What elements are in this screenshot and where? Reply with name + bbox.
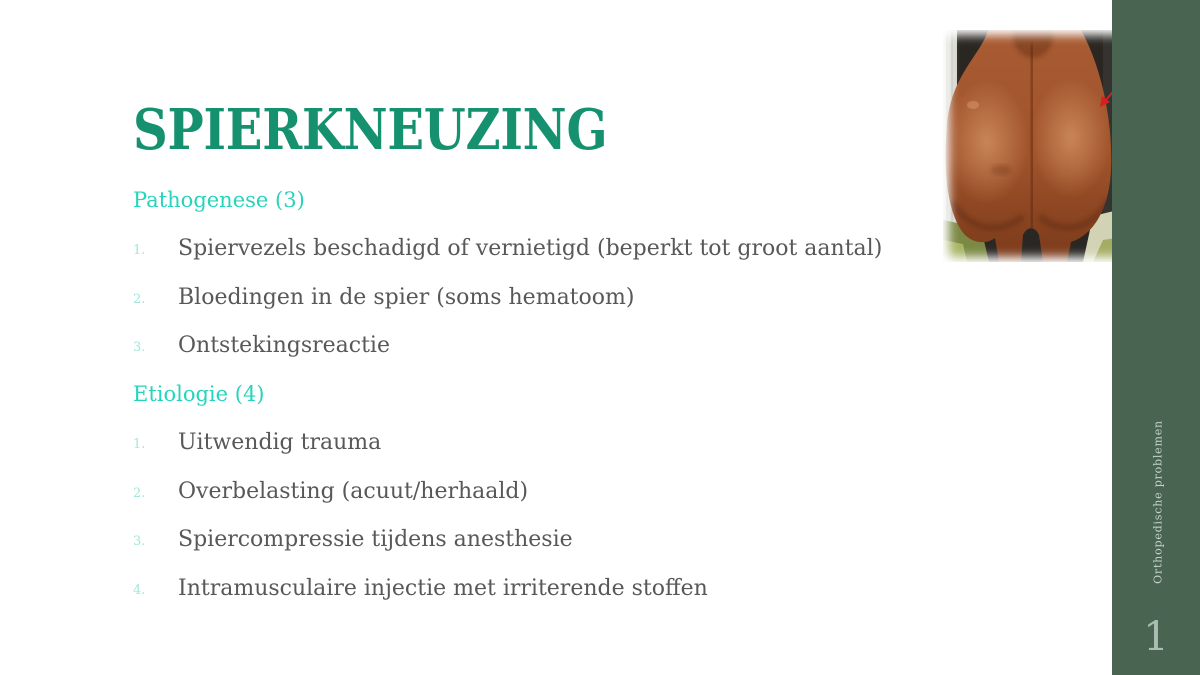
list-item-number: 3. [133, 534, 146, 550]
page-number: 1 [1143, 614, 1169, 660]
list-item [133, 516, 913, 565]
list-item [133, 322, 913, 371]
list-item-number: 1. [133, 437, 146, 453]
list-item-text: Uitwendig trauma [178, 430, 382, 456]
horse-hindquarters [945, 30, 1111, 262]
list-item-text: Ontstekingsreactie [178, 333, 390, 359]
list-item-number: 3. [133, 340, 146, 356]
list-item [133, 273, 913, 322]
list-item-number: 4. [133, 582, 146, 598]
list-item [133, 564, 913, 613]
list-item [133, 467, 913, 516]
section-heading: Pathogenese (3) [133, 188, 305, 213]
sidebar-caption: Orthopedische problemen [1151, 420, 1165, 584]
list-item-text: Spiervezels beschadigd of vernietigd (beperkt tot groot aantal) [178, 236, 883, 262]
slide-title: SPIERKNEUZING [133, 97, 608, 163]
content-list [133, 176, 913, 613]
list-item [133, 225, 913, 274]
list-item [133, 419, 913, 468]
list-item-text: Bloedingen in de spier (soms hematoom) [178, 284, 635, 310]
list-item-text: Intramusculaire injectie met irriterende stoffen [178, 575, 708, 601]
sidebar [1112, 0, 1200, 675]
list-item-text: Overbelasting (acuut/herhaald) [178, 478, 529, 504]
section-heading: Etiologie (4) [133, 382, 265, 407]
list-item-text: Spiercompressie tijdens anesthesie [178, 527, 573, 553]
list-item-number: 2. [133, 485, 146, 501]
list-item-number: 1. [133, 243, 146, 259]
list-item-number: 2. [133, 291, 146, 307]
